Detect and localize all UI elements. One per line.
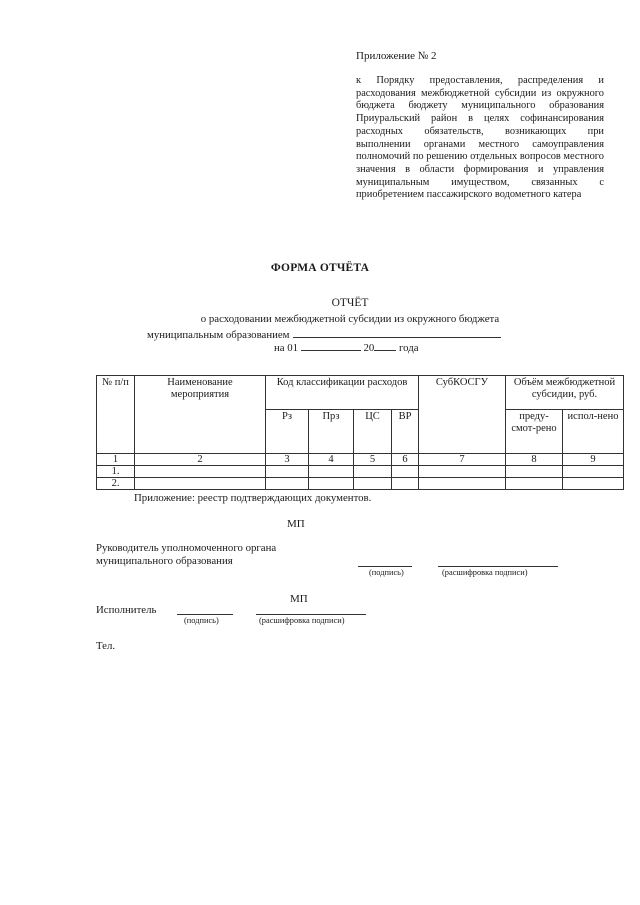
executor-label: Исполнитель — [96, 604, 157, 616]
municipal-blank — [293, 327, 501, 338]
header-prz: Прз — [309, 410, 354, 454]
report-title: ОТЧЁТ — [331, 297, 369, 309]
row-num: 1. — [97, 466, 135, 478]
table-cell — [309, 466, 354, 478]
table-cell — [309, 478, 354, 490]
column-number: 6 — [392, 454, 419, 466]
header-cs: ЦС — [354, 410, 392, 454]
executor-signature-caption: (подпись) — [184, 616, 219, 625]
head-signature-line — [358, 566, 412, 567]
header-executed: испол-нено — [563, 410, 624, 454]
report-table — [96, 375, 624, 490]
seal-mark: МП — [290, 593, 308, 605]
column-number: 7 — [419, 454, 506, 466]
table-cell — [419, 466, 506, 478]
head-decoding-line — [438, 566, 558, 567]
year-blank — [374, 340, 396, 351]
annex-title: Приложение № 2 — [356, 50, 437, 62]
head-signature-caption: (подпись) — [369, 568, 404, 577]
phone-label: Тел. — [96, 640, 116, 652]
table-cell — [506, 478, 563, 490]
municipal-line — [147, 327, 501, 341]
table-cell — [354, 478, 392, 490]
table-cell — [266, 466, 309, 478]
as-of-date-line — [274, 340, 419, 354]
column-number: 9 — [563, 454, 624, 466]
table-cell — [392, 478, 419, 490]
head-label: Руководитель уполномоченного органа муниципального образования — [96, 542, 277, 567]
table-cell — [354, 466, 392, 478]
header-subkosgu: СубКОСГУ — [419, 376, 506, 454]
executor-signature-line — [177, 614, 233, 615]
column-number: 2 — [135, 454, 266, 466]
column-number: 1 — [97, 454, 135, 466]
header-code-group: Код классификации расходов — [266, 376, 419, 410]
form-title: ФОРМА ОТЧЁТА — [270, 262, 370, 274]
year-prefix: 20 — [363, 342, 375, 354]
header-num: № п/п — [97, 376, 135, 454]
head-decoding-caption: (расшифровка подписи) — [442, 568, 528, 577]
table-cell — [563, 466, 624, 478]
report-subtitle: о расходовании межбюджетной субсидии из окружного бюджета — [200, 313, 500, 325]
date-blank — [301, 340, 361, 351]
year-suffix: года — [398, 342, 419, 354]
header-rz: Рз — [266, 410, 309, 454]
executor-decoding-line — [256, 614, 366, 615]
column-number: 8 — [506, 454, 563, 466]
table-cell — [392, 466, 419, 478]
column-number: 3 — [266, 454, 309, 466]
table-cell — [506, 466, 563, 478]
table-cell — [135, 478, 266, 490]
row-num: 2. — [97, 478, 135, 490]
table-cell — [135, 466, 266, 478]
table-cell — [563, 478, 624, 490]
date-prefix: на 01 — [274, 342, 299, 354]
column-number: 4 — [309, 454, 354, 466]
table-row — [97, 478, 624, 490]
column-number: 5 — [354, 454, 392, 466]
appendix-note: Приложение: реестр подтверждающих документов. — [134, 492, 372, 504]
header-name: Наименование мероприятия — [135, 376, 266, 454]
table-cell — [266, 478, 309, 490]
seal-mark: МП — [287, 518, 305, 530]
executor-decoding-caption: (расшифровка подписи) — [259, 616, 345, 625]
header-vr: ВР — [392, 410, 419, 454]
table-cell — [419, 478, 506, 490]
municipal-label: муниципальным образованием — [147, 329, 290, 341]
table-row — [97, 466, 624, 478]
header-planned: преду-смот-рено — [506, 410, 563, 454]
header-volume-group: Объём межбюджетной субсидии, руб. — [506, 376, 624, 410]
annex-text: к Порядку предоставления, распределения и расходования межбюджетной субсидии из окружного бюджета бюджету муниципального образования Приуральский район в целях софинансирования расходных обязательств, возникающих при выполнении органами местного самоуправления полномочий по решению отдельных вопросов местного значения в области формирования и управления муниципальным имуществом, связанных с приобретением пассажирского водометного катера — [356, 75, 604, 201]
